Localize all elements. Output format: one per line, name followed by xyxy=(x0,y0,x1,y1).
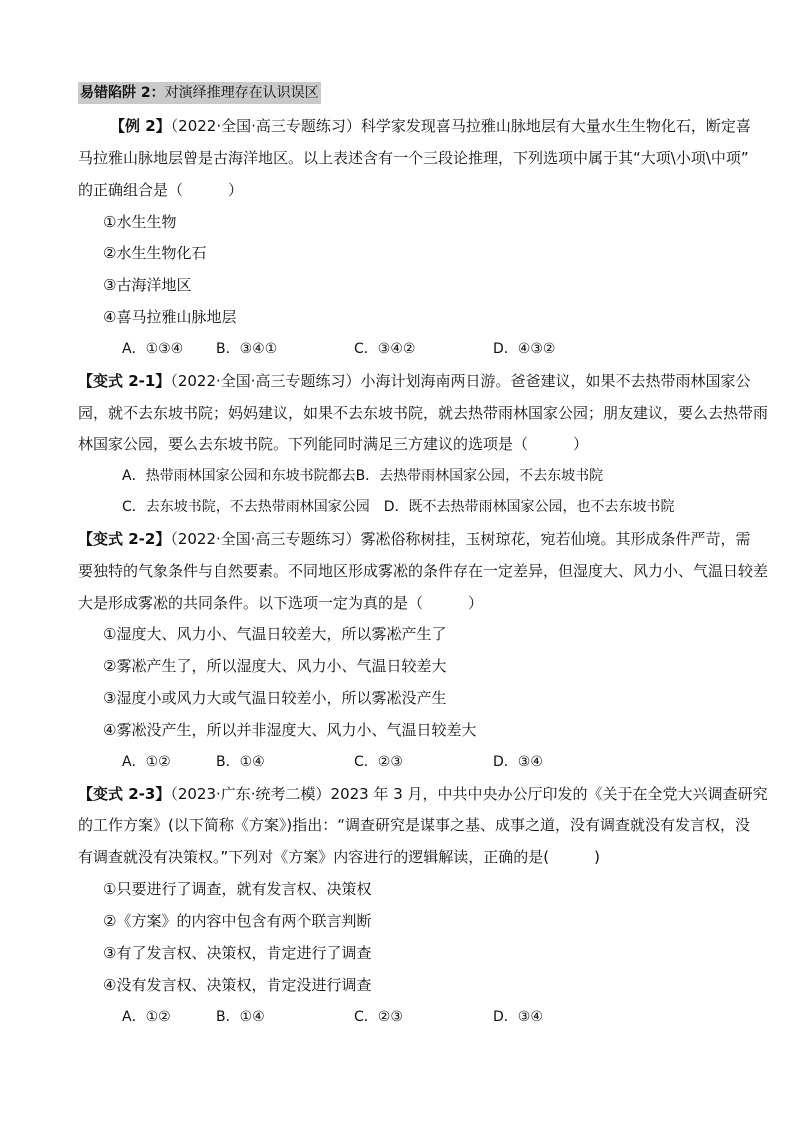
section-heading xyxy=(78,82,321,104)
example-item-3: ③古海洋地区 xyxy=(103,276,192,294)
heading-label: 易错陷阱 2： xyxy=(80,85,165,101)
variant3-line-2: 的工作方案》(以下简称《方案》)指出：“调查研究是谋事之基、成事之道，没有调查就没有发言权，没 xyxy=(78,816,750,834)
variant2-text-1: （2022·全国·高三专题练习）雾凇俗称树挂，玉树琼花，宛若仙境。其形成条件严苛，需 xyxy=(170,530,751,548)
example-text-1: （2022·全国·高三专题练习）科学家发现喜马拉雅山脉地层有大量水生生物化石，断定喜 xyxy=(170,117,751,135)
variant3-item-4: ④没有发言权、决策权，肯定没进行调查 xyxy=(103,976,372,994)
variant3-option-d: D．③④ xyxy=(493,1009,543,1025)
variant3-item-3: ③有了发言权、决策权，肯定进行了调查 xyxy=(103,944,372,962)
variant3-item-1: ①只要进行了调查，就有发言权、决策权 xyxy=(103,880,372,898)
variant2-option-d: D．③④ xyxy=(493,754,543,770)
variant2-tag: 【变式 2-2】 xyxy=(78,530,171,548)
variant3-option-a: A．①② xyxy=(122,1009,171,1025)
heading-text: 对演绎推理存在认识误区 xyxy=(164,85,319,101)
example-line-2: 马拉雅山脉地层曾是古海洋地区。以上表述含有一个三段论推理，下列选项中属于其“大项\小项\中项” xyxy=(78,149,749,167)
variant1-text-1: （2022·全国·高三专题练习）小海计划海南两日游。爸爸建议，如果不去热带雨林国家公 xyxy=(170,372,751,390)
variant2-item-3: ③湿度小或风力大或气温日较差小，所以雾凇没产生 xyxy=(103,689,447,707)
variant3-line-1 xyxy=(78,784,768,804)
example-item-1: ①水生生物 xyxy=(103,213,177,231)
variant2-item-2: ②雾凇产生了，所以湿度大、风力小、气温日较差大 xyxy=(103,657,447,675)
variant2-item-1: ①湿度大、风力小、气温日较差大，所以雾凇产生了 xyxy=(103,625,447,643)
variant1-line-1 xyxy=(78,371,751,391)
variant3-item-2: ②《方案》的内容中包含有两个联言判断 xyxy=(103,912,372,930)
variant2-option-c: C．②③ xyxy=(354,754,403,770)
example-line-3: 的正确组合是（ ） xyxy=(78,181,244,199)
variant2-option-a: A．①② xyxy=(122,754,171,770)
variant1-options-ab: A．热带雨林国家公园和东坡书院都去B．去热带雨林国家公园，不去东坡书院 xyxy=(122,468,604,484)
variant2-line-1 xyxy=(78,529,751,549)
variant3-line-3: 有调查就没有决策权。”下列对《方案》内容进行的逻辑解读，正确的是( ) xyxy=(78,848,600,866)
variant2-item-4: ④雾凇没产生，所以并非湿度大、风力小、气温日较差大 xyxy=(103,721,477,739)
example-line-1 xyxy=(110,116,751,136)
variant2-line-2: 要独特的气象条件与自然要素。不同地区形成雾凇的条件存在一定差异，但湿度大、风力小、气温日较差 xyxy=(78,562,769,580)
example-tag: 【例 2】 xyxy=(110,117,171,135)
variant3-option-b: B．①④ xyxy=(216,1009,265,1025)
variant3-tag: 【变式 2-3】 xyxy=(78,785,171,803)
example-option-b: B．③④① xyxy=(216,341,278,357)
variant1-line-2: 园，就不去东坡书院；妈妈建议，如果不去东坡书院，就去热带雨林国家公园；朋友建议，要么去热带雨 xyxy=(78,404,769,422)
example-option-a: A．①③④ xyxy=(122,341,184,357)
example-option-d: D．④③② xyxy=(493,341,556,357)
variant3-option-c: C．②③ xyxy=(354,1009,403,1025)
example-option-c: C．③④② xyxy=(354,341,416,357)
variant3-text-1: （2023·广东·统考二模）2023 年 3 月，中共中央办公厅印发的《关于在全党大兴调查研究 xyxy=(170,785,768,803)
variant1-line-3: 林国家公园，要么去东坡书院。下列能同时满足三方建议的选项是（ ） xyxy=(78,435,589,453)
example-item-4: ④喜马拉雅山脉地层 xyxy=(103,308,237,326)
variant1-options-cd: C．去东坡书院，不去热带雨林国家公园 D．既不去热带雨林国家公园，也不去东坡书院 xyxy=(122,499,675,515)
variant1-tag: 【变式 2-1】 xyxy=(78,372,171,390)
variant2-line-3: 大是形成雾凇的共同条件。以下选项一定为真的是（ ） xyxy=(78,594,484,612)
variant2-option-b: B．①④ xyxy=(216,754,265,770)
example-item-2: ②水生生物化石 xyxy=(103,244,207,262)
